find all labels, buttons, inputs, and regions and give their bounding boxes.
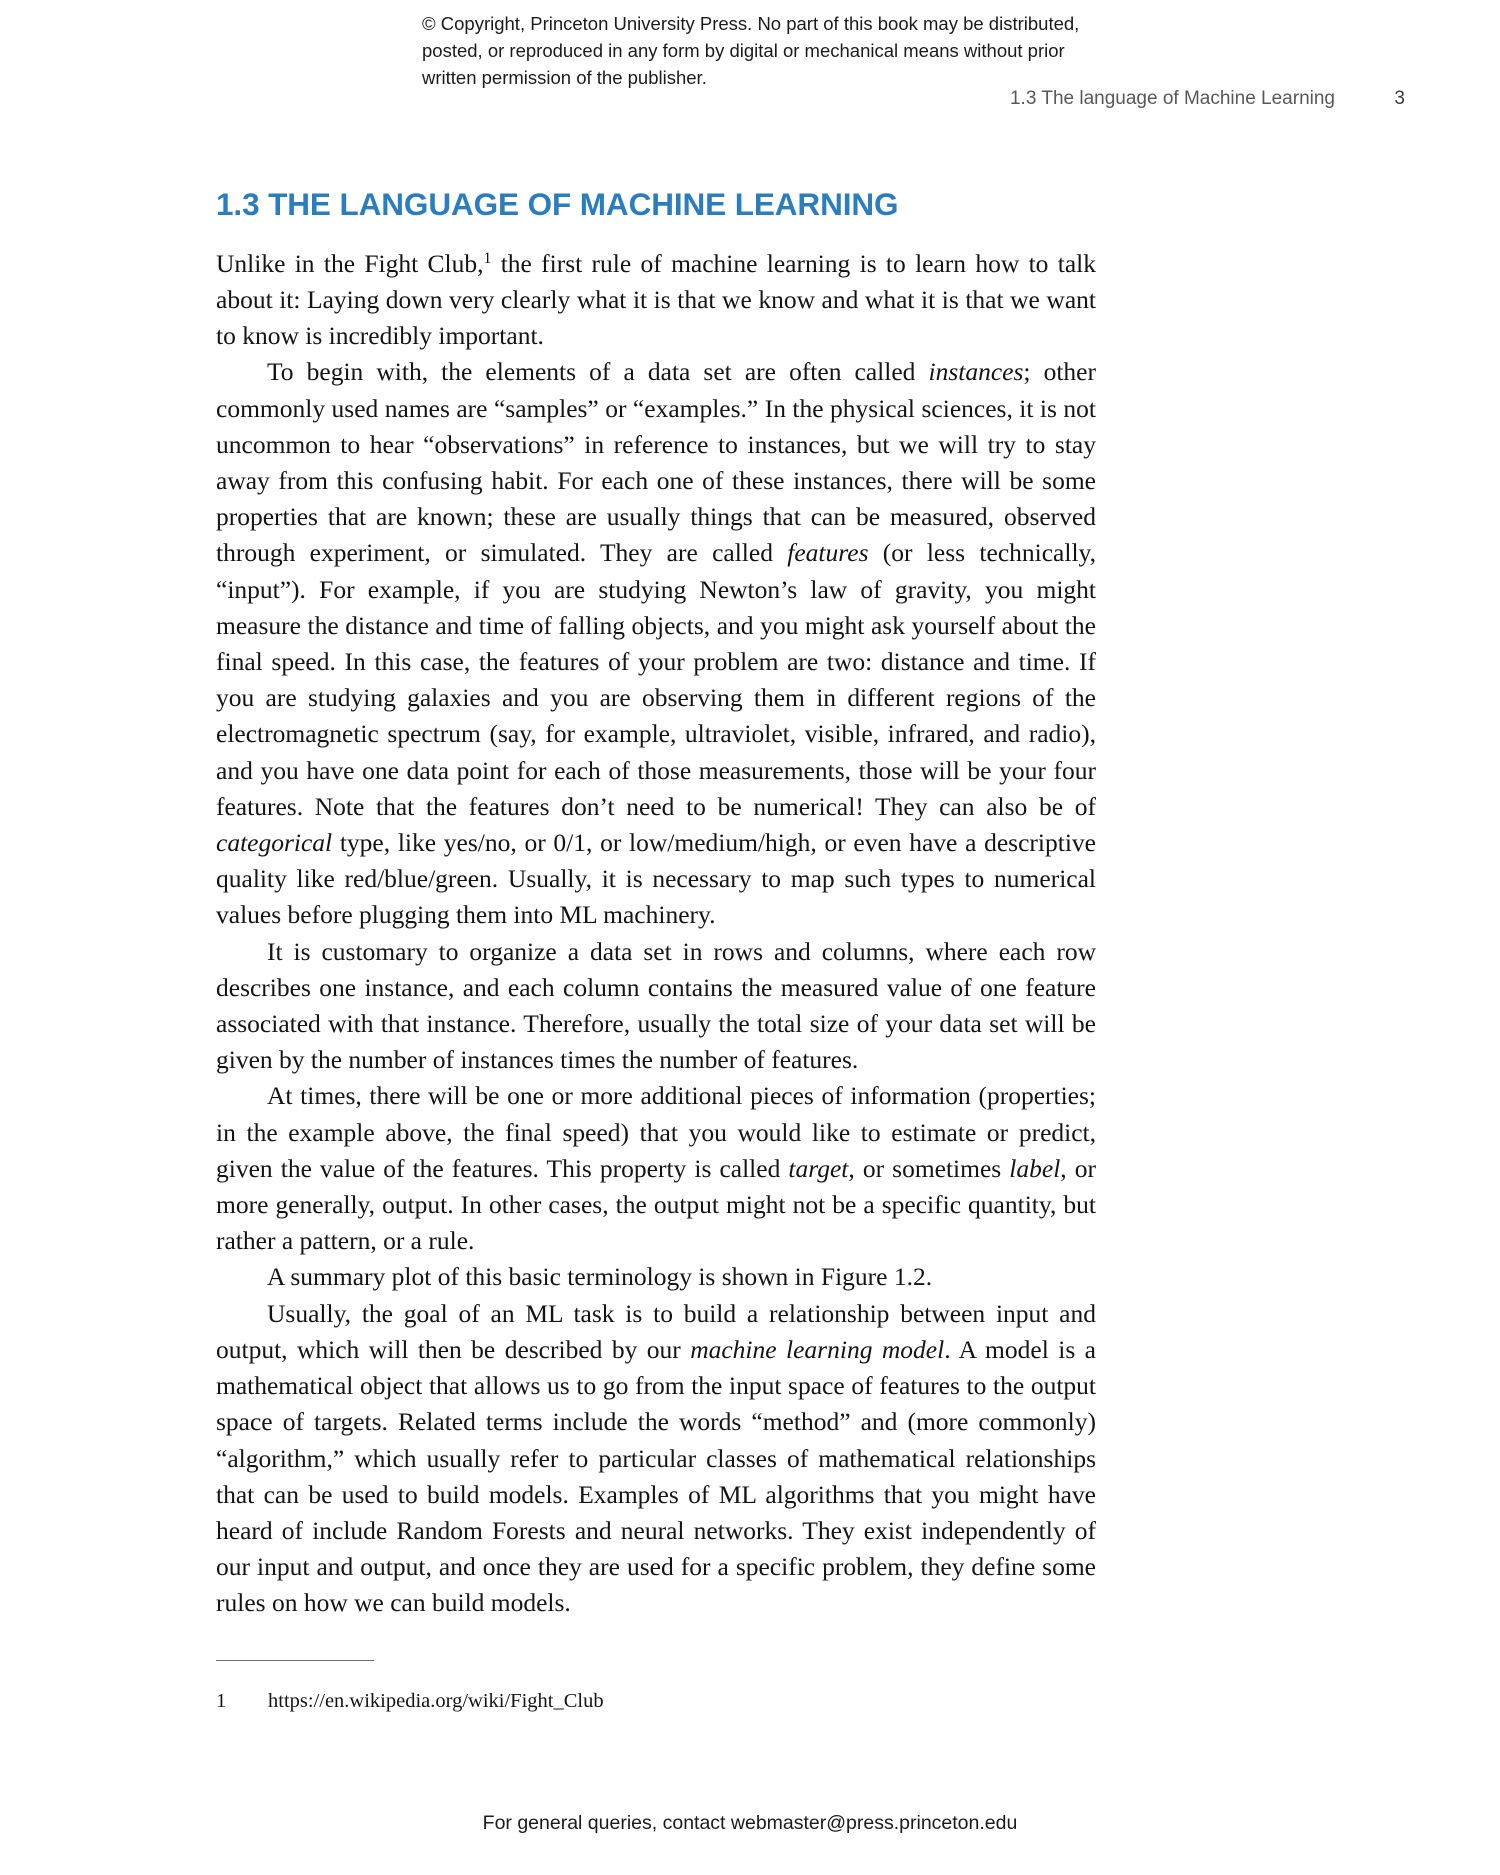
paragraph-figure-reference	[216, 1259, 1096, 1295]
p2-text-c: (or less technically, “input”). For example, if you are studying Newton’s law of gravity, you might measure the distance and time of falling objects, and you might ask yourself about the final speed. In this case, the features of your problem are two: distance and time. If you are studying galaxies and you are observing them in different regions of the electromagnetic spectrum (say, for example, ultraviolet, visible, infrared, and radio), and you have one data point for each of those measurements, those will be your four features. Note that the features don’t need to be numerical! They can also be of	[216, 538, 1096, 821]
p4-text-c: , or more generally, output. In other cases, the output might not be a specific quantity, but rather a pattern, or a rule.	[216, 1153, 1096, 1256]
page-number: 3	[1394, 88, 1405, 109]
page-body	[216, 186, 1096, 1622]
footnote-block	[216, 1660, 1096, 1716]
term-features: features	[787, 538, 869, 568]
term-categorical: categorical	[216, 828, 333, 858]
p4-text-b: , or sometimes	[848, 1153, 1010, 1183]
footnote-number: 1	[216, 1690, 227, 1712]
paragraph-intro-text-b: the first rule of machine learning is to learn how to talk about it: Laying down very clearly what it is that we know and what it is that we want to know is incredibly important.	[216, 248, 1096, 351]
paragraph-target-label	[216, 1078, 1096, 1259]
term-label: label	[1009, 1153, 1061, 1183]
p5-text-a: A summary plot of this basic terminology is shown in Figure 1.2.	[267, 1262, 933, 1292]
copyright-notice: © Copyright, Princeton University Press. No part of this book may be distributed, posted, or reproduced in any form by digital or mechanical means without prior written permission of the publisher.	[422, 13, 1080, 89]
p4-text-a: At times, there will be one or more additional pieces of information (properties; in the example above, the final speed) that you would like to estimate or predict, given the value of the features. This property is called	[216, 1081, 1096, 1183]
running-header-title: 1.3 The language of Machine Learning	[1009, 88, 1335, 109]
term-machine-learning-model: machine learning model	[690, 1334, 945, 1364]
p2-text-d: type, like yes/no, or 0/1, or low/medium/high, or even have a descriptive quality like red/blue/green. Usually, it is necessary to map such types to numerical values before plugging them into ML machinery.	[216, 828, 1096, 930]
section-heading: 1.3 THE LANGUAGE OF MACHINE LEARNING	[216, 186, 899, 222]
footnote-item	[216, 1687, 1096, 1716]
p2-text-a: To begin with, the elements of a data set are often called	[267, 357, 929, 387]
paragraph-rows-columns	[216, 934, 1096, 1079]
running-header	[200, 88, 1405, 110]
paragraph-ml-model	[216, 1296, 1096, 1622]
page-footer: For general queries, contact webmaster@press.princeton.edu	[482, 1812, 1018, 1834]
term-instances: instances	[928, 357, 1024, 387]
p3-text-a: It is customary to organize a data set in rows and columns, where each row describes one instance, and each column contains the measured value of one feature associated with that instance. Therefore, usually the total size of your data set will be given by the number of instances times the number of features.	[216, 936, 1096, 1075]
paragraph-intro-text-a: Unlike in the Fight Club,	[216, 248, 484, 278]
p2-text-b: ; other commonly used names are “samples” or “examples.” In the physical sciences, it is not uncommon to hear “observations” in reference to instances, but we will try to stay away from this confusing habit. For each one of these instances, there will be some properties that are known; these are usually things that can be measured, observed through experiment, or simulated. They are called	[216, 357, 1096, 568]
footnote-separator-rule	[216, 1660, 374, 1661]
term-target: target	[788, 1153, 849, 1183]
paragraph-instances-features	[216, 354, 1096, 933]
footnote-link[interactable]: https://en.wikipedia.org/wiki/Fight_Club	[268, 1690, 604, 1712]
paragraph-intro	[216, 246, 1096, 355]
p6-text-b: . A model is a mathematical object that allows us to go from the input space of features to the output space of targets. Related terms include the words “method” and (more commonly) “algorithm,” which usually refer to particular classes of mathematical relationships that can be used to build models. Examples of ML algorithms that you might have heard of include Random Forests and neural networks. They exist independently of our input and output, and once they are used for a specific problem, they define some rules on how we can build models.	[216, 1334, 1096, 1618]
p6-text-a: Usually, the goal of an ML task is to build a relationship between input and output, which will then be described by our	[216, 1298, 1096, 1364]
footnote-marker[interactable]: 1	[483, 249, 492, 267]
